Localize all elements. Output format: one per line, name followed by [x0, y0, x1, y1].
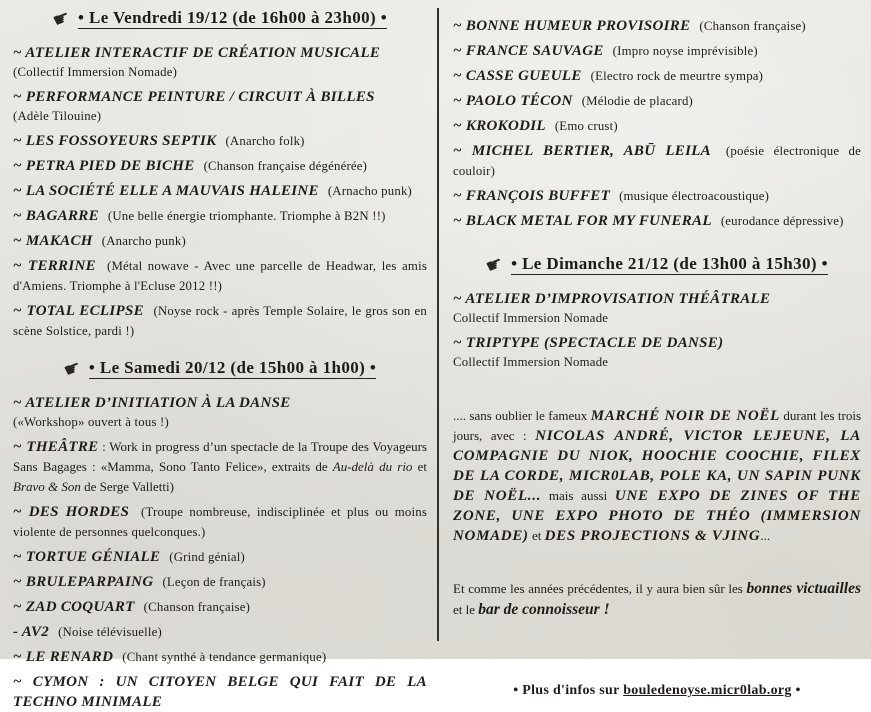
- text-segment: Et comme les années précédentes, il y aura bien sûr les: [453, 581, 747, 596]
- act-name: ~ PAOLO TÉCON: [453, 93, 573, 109]
- act-desc: (poésie électronique de couloir): [453, 144, 861, 178]
- text-segment: bonnes victuailles: [746, 580, 861, 597]
- act-desc: (Collectif Immersion Nomade): [13, 65, 178, 79]
- act-name: ~ ATELIER D’INITIATION À LA DANSE: [13, 395, 291, 411]
- act-desc: («Workshop» ouvert à tous !): [13, 415, 169, 429]
- text-segment: bar de connoisseur !: [478, 601, 610, 618]
- act-row: [453, 91, 861, 111]
- act-row: [13, 181, 427, 201]
- act-desc: (Grind génial): [169, 550, 245, 564]
- act-name: ~ ATELIER INTERACTIF DE CRÉATION MUSICALE: [13, 45, 381, 61]
- text-segment: de Serge Valletti): [80, 479, 174, 494]
- friday-header: [13, 5, 427, 33]
- text-segment: Au-delà du rio: [332, 459, 413, 474]
- saturday-title: • Le Samedi 20/12 (de 15h00 à 1h00) •: [88, 358, 377, 377]
- act-desc: (musique électroacoustique): [619, 189, 770, 203]
- act-name: ~ LE RENARD: [13, 649, 114, 665]
- act-row: [453, 289, 861, 326]
- act-desc: (Troupe nombreuse, indisciplinée et plus ou moins violente de personnes quelconques.): [13, 505, 427, 539]
- act-desc: (Leçon de français): [162, 575, 266, 589]
- act-name: ~ ZAD COQUART: [13, 599, 135, 615]
- act-name: ~ TERRINE: [13, 258, 96, 274]
- act-row: [13, 672, 427, 712]
- sunday-title: • Le Dimanche 21/12 (de 13h00 à 15h30) •: [511, 254, 828, 273]
- text-segment: ...: [760, 528, 771, 543]
- act-name: ~ MICHEL BERTIER, ABŪ LEILA: [453, 143, 711, 159]
- act-name: ~ PERFORMANCE PEINTURE / CIRCUIT À BILLES: [13, 89, 375, 105]
- act-name: ~ BLACK METAL FOR MY FUNERAL: [453, 213, 712, 229]
- act-desc: (Adèle Tilouine): [13, 109, 102, 123]
- act-name: ~ BAGARRE: [13, 208, 99, 224]
- act-name: ~ PETRA PIED DE BICHE: [13, 158, 195, 174]
- act-row: [13, 43, 427, 80]
- act-desc: (Anarcho folk): [225, 134, 305, 148]
- act-row: [13, 622, 427, 642]
- act-desc: (Mélodie de placard): [581, 94, 694, 108]
- act-row: [453, 186, 861, 206]
- act-row: [453, 333, 861, 370]
- act-name: ~ FRANCE SAUVAGE: [453, 43, 604, 59]
- text-segment: et: [412, 459, 427, 474]
- act-name: ~ MAKACH: [13, 233, 93, 249]
- act-row: [13, 87, 427, 124]
- text-segment: •: [791, 683, 801, 698]
- sunday-header: [453, 251, 861, 279]
- act-name: - AV2: [13, 624, 50, 640]
- act-row: [13, 647, 427, 667]
- footer-info: [453, 680, 861, 701]
- marche-noir-paragraph: [453, 406, 861, 546]
- friday-title: • Le Vendredi 19/12 (de 16h00 à 23h00) •: [77, 8, 388, 27]
- act-name: ~ CYMON : UN CITOYEN BELGE QUI FAIT DE LA TECHNO MINIMALE: [13, 674, 427, 710]
- text-segment: UNE EXPO DE ZINES OF THE ZONE, UNE EXPO PHOTO DE THÉO (IMMERSION NOMADE): [453, 488, 861, 544]
- text-segment: ~ THEÂTRE: [13, 439, 99, 455]
- act-row: [453, 116, 861, 136]
- text-segment: bouledenoyse.micr0lab.org: [623, 683, 792, 698]
- act-desc: (Noise télévisuelle): [58, 625, 162, 639]
- text-segment: Bravo & Son: [13, 479, 81, 494]
- act-desc: (Chant synthé à tendance germanique): [122, 650, 327, 664]
- act-row: [453, 41, 861, 61]
- text-segment: et le: [453, 602, 479, 617]
- act-desc: (Arnacho punk): [327, 184, 413, 198]
- act-name: ~ TRIPTYPE (SPECTACLE DE DANSE): [453, 335, 724, 351]
- text-segment: • Plus d'infos sur: [513, 683, 624, 698]
- act-row-theatre: [13, 437, 427, 497]
- act-row: [13, 572, 427, 592]
- act-row: [13, 597, 427, 617]
- act-name: ~ FRANÇOIS BUFFET: [453, 188, 611, 204]
- hand-icon: ☛: [49, 5, 74, 33]
- text-segment: NICOLAS ANDRÉ, VICTOR LEJEUNE, LA COMPAGNIE DU NIOK, HOOCHIE COOCHIE, FILEX DE LA CORDE, MICR0LAB, POLE KA, UN SAPIN PUNK DE NOËL...: [453, 428, 861, 504]
- act-name: ~ CASSE GUEULE: [453, 68, 582, 84]
- text-segment: durant les trois jours, avec :: [453, 408, 861, 443]
- act-row: [453, 141, 861, 181]
- act-row: [13, 393, 427, 430]
- act-name: ~ DES HORDES: [13, 504, 130, 520]
- act-desc: (Electro rock de meurtre sympa): [590, 69, 764, 83]
- act-desc: Collectif Immersion Nomade: [453, 311, 609, 325]
- act-row: [13, 301, 427, 341]
- act-row: [13, 206, 427, 226]
- text-segment: DES PROJECTIONS & VJING: [544, 528, 761, 544]
- column-divider: [437, 8, 439, 641]
- act-row: [453, 211, 861, 231]
- hand-icon: ☛: [60, 355, 85, 383]
- hand-icon: ☛: [482, 251, 507, 279]
- text-segment: .... sans oublier le fameux: [453, 408, 591, 423]
- text-segment: : Work in progress d’un spectacle de la Troupe des Voyageurs Sans Bagages : «Mamma, Sono Tanto Felice», extraits de: [13, 439, 427, 474]
- act-desc: Collectif Immersion Nomade: [453, 355, 609, 369]
- act-name: ~ TOTAL ECLIPSE: [13, 303, 144, 319]
- act-desc: (Emo crust): [554, 119, 618, 133]
- act-name: ~ KROKODIL: [453, 118, 546, 134]
- act-desc: (Chanson française dégénérée): [203, 159, 368, 173]
- act-name: ~ BRULEPARPAING: [13, 574, 154, 590]
- act-row: [13, 547, 427, 567]
- act-desc: (Anarcho punk): [101, 234, 186, 248]
- act-row: [13, 502, 427, 542]
- text-segment: et: [528, 528, 545, 543]
- text-segment: MARCHÉ NOIR DE NOËL: [590, 408, 780, 424]
- act-row: [13, 231, 427, 251]
- act-desc: (Une belle énergie triomphante. Triomphe à B2N !!): [107, 209, 386, 223]
- saturday-header: [13, 355, 427, 383]
- act-desc: (Noyse rock - après Temple Solaire, le gros son en scène Solstice, pardi !): [13, 304, 427, 338]
- act-name: ~ LES FOSSOYEURS SEPTIK: [13, 133, 217, 149]
- act-row: [13, 256, 427, 296]
- act-row: [13, 156, 427, 176]
- act-desc: (Chanson française): [143, 600, 251, 614]
- act-desc: (eurodance dépressive): [720, 214, 844, 228]
- act-name: ~ LA SOCIÉTÉ ELLE A MAUVAIS HALEINE: [13, 183, 319, 199]
- act-desc: (Impro noyse imprévisible): [612, 44, 758, 58]
- act-desc: (Chanson française): [699, 19, 806, 33]
- act-row: [453, 66, 861, 86]
- act-row: [13, 131, 427, 151]
- act-name: ~ ATELIER D’IMPROVISATION THÉÂTRALE: [453, 291, 771, 307]
- act-row: [453, 16, 861, 36]
- text-segment: mais aussi: [541, 488, 615, 503]
- act-name: ~ TORTUE GÉNIALE: [13, 549, 161, 565]
- right-column: [437, 0, 871, 698]
- act-name: ~ BONNE HUMEUR PROVISOIRE: [453, 18, 691, 34]
- act-desc: (Métal nowave - Avec une parcelle de Headwar, les amis d'Amiens. Triomphe à l'Ecluse 2012 !!): [13, 259, 428, 293]
- closing-paragraph: [453, 578, 861, 620]
